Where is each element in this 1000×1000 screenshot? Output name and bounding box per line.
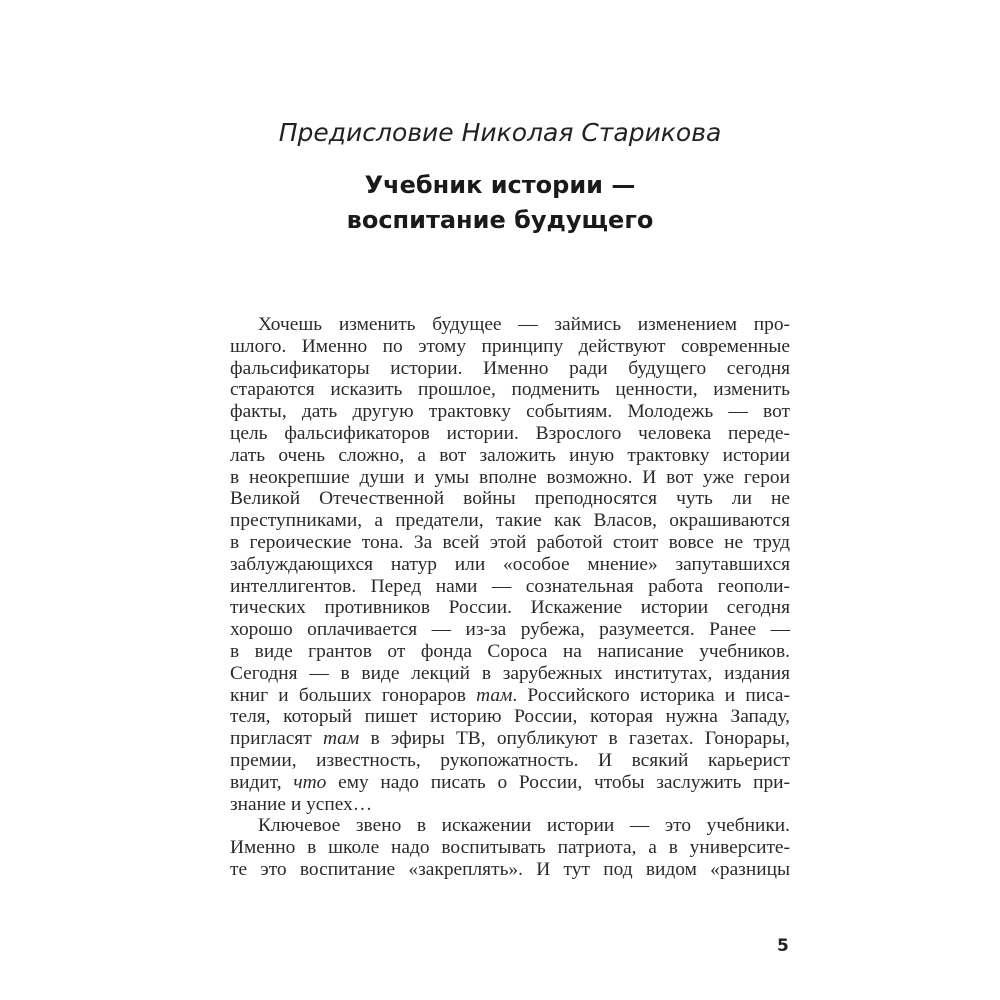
text-segment: знание и успех… [230,793,373,815]
text-segment: пригласят [230,728,323,750]
text-segment: преступниками, а предатели, такие как Власов, окрашиваются [230,510,790,532]
text-segment: Именно в школе надо воспитывать патриота, а в университе- [230,837,790,859]
emphasis-text: что [293,771,327,793]
text-segment: Великой Отечественной войны преподносятся чуть ли не [230,488,790,510]
text-line [230,859,790,881]
text-segment: в неокрепшие души и умы вполне возможно. И вот уже герои [230,466,790,488]
text-segment: Ключевое звено в искажении истории — это учебники. [258,815,790,837]
text-segment: шлого. Именно по этому принципу действуют современные [230,335,790,357]
text-line [230,597,790,619]
preface-author: Предисловие Николая Старикова [278,118,722,147]
text-line [230,750,790,772]
text-segment: цель фальсификаторов истории. Взрослого человека переде- [230,422,790,444]
text-line [230,358,790,380]
text-segment: книг и больших гонораров [230,684,477,706]
text-line [230,663,790,685]
text-segment: стараются исказить прошлое, подменить ценности, изменить [230,379,790,401]
text-segment: видит, [230,771,294,793]
text-segment: в виде грантов от фонда Сороса на написание учебников. [230,640,790,662]
text-segment: хорошо оплачивается — из-за рубежа, разумеется. Ранее — [230,619,790,641]
text-segment: премии, известность, рукопожатность. И всякий карьерист [230,749,790,771]
text-line [230,837,790,859]
text-line [230,772,790,794]
text-line [230,576,790,598]
text-line [230,401,790,423]
text-segment: Хочешь изменить будущее — займись изменением про- [258,314,790,335]
text-line [230,445,790,467]
text-line [230,423,790,445]
text-segment: в героические тона. За всей этой работой стоит вовсе не труд [230,531,790,553]
text-line [230,728,790,750]
text-segment: лать очень сложно, а вот заложить иную трактовку истории [230,444,790,466]
text-line [230,641,790,663]
text-segment: интеллигентов. Перед нами — сознательная работа геополи- [230,575,790,597]
text-line [230,314,790,336]
page-number: 5 [777,936,789,956]
text-line [230,685,790,707]
text-segment: заблуждающихся натур или «особое мнение» запутавшихся [230,553,790,575]
text-line [230,467,790,489]
chapter-title-line-1: Учебник истории — [364,171,636,199]
text-segment: в эфиры ТВ, опубликуют в газетах. Гонорары, [359,728,790,750]
text-segment: . Российского историка и писа- [512,684,790,706]
text-segment: ему надо писать о России, чтобы заслужить при- [326,771,790,793]
chapter-title-line-2: воспитание будущего [346,206,654,234]
emphasis-text: там [476,684,513,706]
text-segment: фальсификаторы истории. Именно ради будущего сегодня [230,357,790,379]
text-segment: теля, который пишет историю России, которая нужна Западу, [230,706,790,728]
text-line [230,794,790,816]
text-line [230,488,790,510]
text-line [230,619,790,641]
text-line [230,815,790,837]
text-segment: Сегодня — в виде лекций в зарубежных институтах, издания [230,662,790,684]
text-line [230,336,790,358]
text-line [230,532,790,554]
text-line [230,510,790,532]
emphasis-text: там [322,728,360,750]
text-segment: тических противников России. Искажение истории сегодня [230,597,790,619]
text-line [230,554,790,576]
text-segment: те это воспитание «закреплять». И тут под видом «разницы [230,858,790,880]
body-text [230,314,790,881]
text-segment: факты, дать другую трактовку событиям. Молодежь — вот [230,401,790,423]
text-line [230,706,790,728]
text-line [230,379,790,401]
